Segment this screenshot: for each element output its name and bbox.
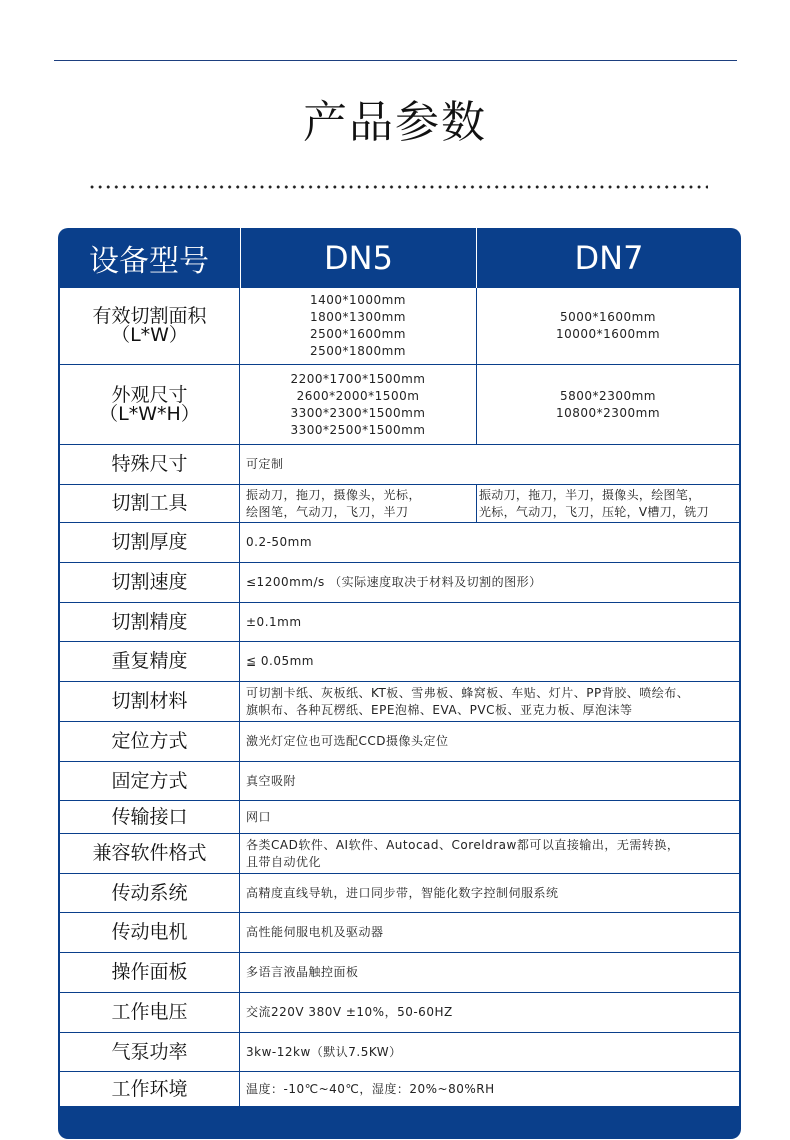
row-value	[240, 762, 739, 800]
row-label-text: 操作面板	[111, 961, 188, 983]
value-line: ±0.1mm	[246, 614, 302, 629]
table-row	[60, 603, 739, 642]
row-label	[60, 1033, 240, 1071]
row-label-text: 传动电机	[111, 921, 188, 943]
row-label	[60, 365, 240, 444]
value-line: 高性能伺服电机及驱动器	[246, 925, 384, 939]
value-line: ≤1200mm/s （实际速度取决于材料及切割的图形）	[246, 575, 542, 589]
row-label-text: 切割工具	[111, 492, 188, 514]
row-label	[60, 834, 240, 873]
value-line: 3300*2500*1500mm	[290, 422, 426, 437]
value-line: 绘图笔，气动刀，飞刀，半刀	[246, 504, 409, 519]
table-row	[60, 1033, 739, 1072]
value-line: 0.2-50mm	[246, 535, 313, 549]
row-label-text: 工作电压	[111, 1001, 188, 1023]
row-value	[240, 642, 739, 681]
row-value	[240, 445, 739, 484]
row-label	[60, 993, 240, 1032]
dn7-value	[477, 288, 739, 364]
row-label	[60, 913, 240, 952]
row-label-text: 切割厚度	[111, 531, 188, 553]
spec-table	[58, 228, 741, 1139]
table-header	[58, 228, 741, 288]
value-line: 网口	[246, 809, 272, 824]
value-line: 可切割卡纸、灰板纸、KT板、雪弗板、蜂窝板、车贴、灯片、PP背胶、喷绘布、	[246, 685, 690, 700]
row-value	[240, 834, 739, 873]
dn5-value	[240, 485, 476, 522]
value-line: 激光灯定位也可选配CCD摄像头定位	[246, 734, 449, 748]
row-label-text: 切割精度	[111, 610, 188, 633]
row-label	[60, 642, 240, 681]
value-line: 1400*1000mm	[310, 293, 406, 307]
value-line: 温度：-10℃~40℃，湿度：20%~80%RH	[246, 1081, 495, 1096]
table-body	[60, 288, 739, 1107]
page-title: 产品参数	[303, 97, 487, 148]
header-model-dn7: DN7	[574, 239, 644, 277]
table-row	[60, 682, 739, 722]
row-label-text: 固定方式	[111, 769, 188, 792]
value-line: 2200*1700*1500mm	[290, 371, 426, 386]
table-row	[60, 365, 739, 445]
row-value	[240, 1072, 739, 1106]
row-label	[60, 563, 240, 602]
row-label-text: 有效切割面积	[92, 305, 207, 327]
value-line: 可定制	[246, 457, 284, 471]
value-line: 1800*1300mm	[310, 310, 406, 324]
row-label-text: （L*W）	[111, 324, 188, 346]
value-line: 高精度直线导轨，进口同步带，智能化数字控制伺服系统	[246, 885, 559, 900]
value-line: 旗帜布、各种瓦楞纸、EPE泡棉、EVA、PVC板、亚克力板、厚泡沫等	[246, 702, 633, 717]
row-value	[240, 682, 739, 721]
value-line: 5000*1600mm	[560, 310, 656, 324]
row-label	[60, 523, 240, 562]
table-row	[60, 288, 739, 365]
row-label	[60, 722, 240, 761]
row-label	[60, 801, 240, 833]
row-label-text: 外观尺寸	[111, 383, 188, 406]
row-value	[240, 953, 739, 992]
value-line: 2500*1800mm	[310, 344, 406, 358]
row-value	[240, 913, 739, 952]
value-line: 10000*1600mm	[555, 327, 661, 341]
row-label-text: 切割速度	[111, 571, 188, 593]
row-label-text: 切割材料	[111, 690, 188, 712]
dn7-value	[477, 485, 739, 522]
table-row	[60, 722, 739, 762]
row-label	[60, 445, 240, 484]
value-line: 各类CAD软件、AI软件、Autocad、Coreldraw都可以直接输出，无需转换，	[246, 837, 680, 852]
table-row	[60, 801, 739, 834]
row-label	[60, 603, 240, 641]
table-row	[60, 762, 739, 801]
value-line: 3kw-12kw（默认7.5KW）	[246, 1044, 402, 1059]
dn7-value	[477, 365, 739, 444]
table-row	[60, 874, 739, 913]
value-line: 且带自动优化	[246, 854, 322, 869]
table-row	[60, 913, 739, 953]
dotted-divider	[88, 184, 708, 190]
table-row	[60, 993, 739, 1033]
value-line: 5800*2300mm	[560, 388, 656, 403]
table-row	[60, 834, 739, 874]
table-row	[60, 1072, 739, 1107]
value-line: ≦ 0.05mm	[246, 654, 314, 668]
row-value	[240, 563, 739, 602]
table-row	[60, 642, 739, 682]
row-label	[60, 874, 240, 912]
row-label	[60, 762, 240, 800]
row-value	[240, 993, 739, 1032]
row-label-text: 传动系统	[111, 881, 188, 904]
row-label-text: 兼容软件格式	[92, 842, 207, 864]
value-line: 2500*1600mm	[310, 327, 406, 341]
value-line: 振动刀，拖刀，摄像头，光标，	[246, 487, 422, 502]
value-line: 光标，气动刀，飞刀，压轮，V槽刀，铣刀	[479, 504, 709, 519]
row-label-text: 定位方式	[111, 730, 188, 752]
row-value	[240, 603, 739, 641]
value-line: 真空吸附	[246, 773, 297, 788]
header-model-dn5: DN5	[324, 239, 393, 277]
row-label	[60, 953, 240, 992]
table-row	[60, 485, 739, 523]
row-label	[60, 485, 240, 522]
row-label-text: （L*W*H）	[99, 402, 200, 425]
value-line: 10800*2300mm	[555, 405, 661, 420]
row-value	[240, 523, 739, 562]
row-label-text: 传输接口	[111, 805, 188, 828]
dn5-value	[240, 365, 476, 444]
row-value	[240, 874, 739, 912]
value-line: 交流220V 380V ±10%，50-60HZ	[246, 1005, 453, 1019]
row-label	[60, 1072, 240, 1106]
table-row	[60, 523, 739, 563]
row-value	[240, 801, 739, 833]
row-label-text: 工作环境	[111, 1077, 188, 1100]
row-label-text: 气泵功率	[111, 1040, 188, 1063]
value-line: 2600*2000*1500m	[296, 388, 420, 403]
table-row	[60, 445, 739, 485]
row-value	[240, 1033, 739, 1071]
row-label	[60, 682, 240, 721]
top-divider	[54, 60, 737, 61]
row-label-text: 特殊尺寸	[111, 453, 188, 475]
row-value	[240, 722, 739, 761]
table-row	[60, 563, 739, 603]
value-line: 多语言液晶触控面板	[246, 965, 359, 979]
table-row	[60, 953, 739, 993]
dn5-value	[240, 288, 476, 364]
value-line: 3300*2300*1500mm	[290, 405, 426, 420]
row-label-text: 重复精度	[111, 650, 188, 672]
value-line: 振动刀，拖刀，半刀，摄像头，绘图笔，	[479, 487, 701, 502]
header-label: 设备型号	[89, 244, 209, 279]
row-label	[60, 288, 240, 364]
